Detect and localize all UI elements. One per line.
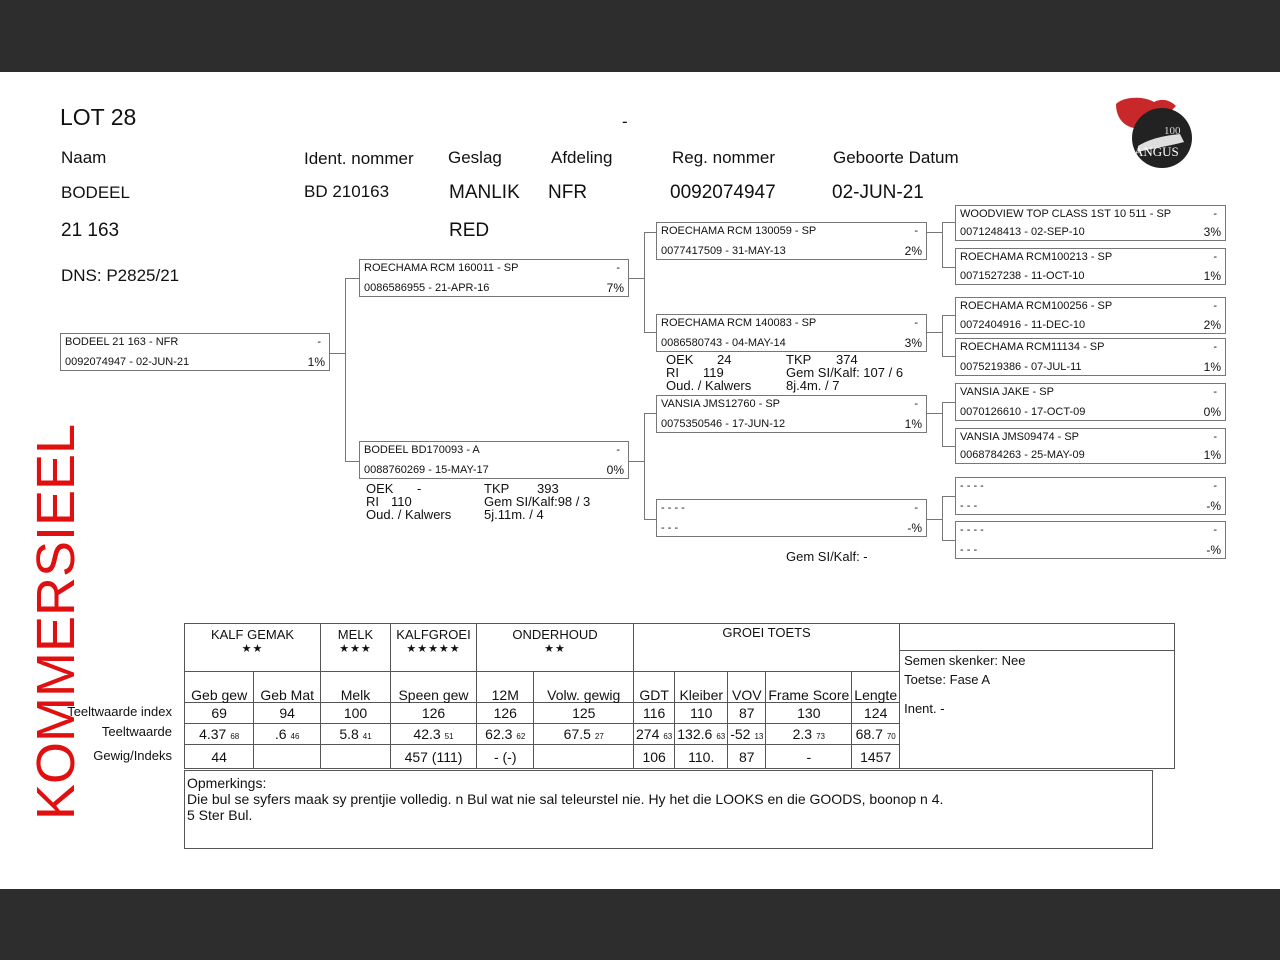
row-label-index: Teeltwaarde index [67,704,172,719]
dam-dash: - [616,444,620,456]
dam-gem: Gem SI/Kalf:98 / 3 [484,494,591,509]
dam-ri-label: RI [366,494,379,509]
sd-id: 0086580743 - 04-MAY-14 [661,337,786,349]
ebv-index-cell: 94 [254,703,321,724]
connector [644,413,656,414]
sd-pct: 3% [904,336,922,350]
ss-pct: 2% [904,244,922,258]
sd-ri-value: 119 [703,365,724,380]
inoculation: Inent. - [904,701,945,716]
ebv-col-header: Kleiber [675,672,728,703]
sd-oek-label: OEK [666,352,694,367]
connector [345,278,360,279]
value-reg: 0092074947 [670,182,776,203]
commercial-side-label: KOMMERSIEEL [26,423,86,821]
connector [644,232,656,233]
pedigree-ddd [955,521,1226,559]
connector [329,353,345,354]
catalogue-page [0,72,1280,889]
ebv-index-cell: 116 [634,703,675,724]
group-groei-toets-label: GROEI TOETS [722,625,811,640]
label-geboorte: Geboorte Datum [833,148,959,167]
ebv-tw-accuracy: 51 [444,732,454,741]
sdd-name: ROECHAMA RCM11134 - SP [960,341,1105,353]
ebv-tw-value: -52 [730,726,751,742]
connector [942,267,956,268]
group-melk-label: MELK [337,627,374,642]
connector [942,315,956,316]
sd-oud-label: Oud. / Kalwers [666,378,752,393]
sire-dash: - [616,262,620,274]
ebv-tw-accuracy: 27 [594,732,604,741]
ebv-gewig-cell: 106 [634,745,675,769]
ebv-tw-value: 2.3 [792,726,813,742]
ebv-gewig-cell: 44 [185,745,254,769]
connector [942,496,943,541]
ddd-name: - - - - [960,524,984,536]
connector [644,413,645,520]
sd-tkp-label: TKP [786,352,812,367]
dam-pct: 0% [606,463,624,477]
ebv-index-cell: 126 [391,703,477,724]
ds-name: VANSIA JMS12760 - SP [661,398,781,410]
label-reg: Reg. nommer [672,148,775,167]
connector [942,402,956,403]
ebv-tw-cell [185,724,254,745]
ssd-pct: 1% [1203,269,1221,283]
ebv-gewig-cell [321,745,391,769]
test-phase: Toetse: Fase A [904,672,991,687]
ebv-gewig-cell: - (-) [477,745,534,769]
dds-id: - - - [960,500,978,512]
connector [644,232,645,333]
info-spacer [900,624,1174,651]
pedigree-sdd [955,338,1226,376]
ebv-tw-cell [321,724,391,745]
ds-id: 0075350546 - 17-JUN-12 [661,418,786,430]
ebv-gewig-cell: - [766,745,852,769]
ebv-index-cell: 100 [321,703,391,724]
ebv-tw-accuracy: 46 [290,732,300,741]
dam-tkp-value: 393 [537,481,559,496]
ebv-col-header: 12M [477,672,534,703]
sd-dash: - [914,317,918,329]
pedigree-sire-dam [656,314,927,352]
bottom-dark-band [0,889,1280,960]
sd-oek-value: 24 [717,352,732,367]
sss-id: 0071248413 - 02-SEP-10 [960,226,1085,238]
dns-number: DNS: P2825/21 [61,266,180,285]
group-onderhoud-stars: ★★ [544,643,566,655]
ds-dash: - [914,398,918,410]
dd-dash: - [914,502,918,514]
ssd-id: 0071527238 - 11-OCT-10 [960,270,1085,282]
angus-logo [1114,96,1194,172]
group-groei-toets [634,624,900,672]
group-kalfgroei-label: KALFGROEI [396,627,471,642]
connector [644,332,656,333]
ebv-tw-value: 274 [636,726,660,742]
ebv-tw-accuracy: 63 [663,732,673,741]
connector [926,232,942,233]
connector [628,461,644,462]
dam-oek-label: OEK [366,481,394,496]
connector [942,540,956,541]
group-onderhoud [477,624,634,672]
ebv-tw-accuracy: 70 [886,732,896,741]
group-kalf-gemak-stars: ★★ [241,643,264,655]
ebv-gewig-cell [254,745,321,769]
dsd-id: 0068784263 - 25-MAY-09 [960,449,1085,461]
dd-id: - - - [661,522,679,534]
sss-dash: - [1213,208,1217,220]
dam-tkp-label: TKP [484,481,510,496]
sire-pct: 7% [606,281,624,295]
sds-id: 0072404916 - 11-DEC-10 [960,319,1086,331]
ebv-tw-cell [477,724,534,745]
ebv-tw-value: 4.37 [199,726,227,742]
connector [942,402,943,447]
ebv-tw-accuracy: 73 [816,732,825,741]
connector [345,461,360,462]
ddd-dash: - [1213,524,1217,536]
ebv-tw-cell [534,724,634,745]
remarks-line-1: Die bul se syfers maak sy prentjie volledig. n Bul wat nie sal teleurstel nie. Hy het die LOOKS en die GOODS, boonop n 4. [187,791,944,807]
ebv-index-cell: 110 [675,703,728,724]
ss-name: ROECHAMA RCM 130059 - SP [661,225,817,237]
logo-text: ANGUS [1134,144,1179,159]
ebv-index-cell: 124 [852,703,900,724]
ebv-gewig-cell: 1457 [852,745,900,769]
value-kleur: RED [449,220,490,241]
ebv-table [184,623,1175,769]
sd-gem: Gem SI/Kalf: 107 / 6 [786,365,904,380]
sd-oud-value: 8j.4m. / 7 [786,378,840,393]
ebv-col-header: Frame Score [766,672,852,703]
ss-id: 0077417509 - 31-MAY-13 [661,245,786,257]
dds-dash: - [1213,480,1217,492]
dss-id: 0070126610 - 17-OCT-09 [960,406,1086,418]
ebv-index-cell: 125 [534,703,634,724]
dam-id: 0088760269 - 15-MAY-17 [364,464,489,476]
group-onderhoud-label: ONDERHOUD [512,627,598,642]
dsd-pct: 1% [1203,448,1221,462]
animal-pct: 1% [307,355,325,369]
sds-dash: - [1213,300,1217,312]
pedigree-dam-sire [656,395,927,433]
dds-pct: -% [1206,499,1221,513]
sdd-dash: - [1213,341,1217,353]
connector [628,278,644,279]
ebv-col-header: Geb gew [185,672,254,703]
label-ident: Ident. nommer [304,149,414,168]
ebv-tw-accuracy: 41 [362,732,372,741]
sdd-pct: 1% [1203,360,1221,374]
row-label-tw: Teeltwaarde [101,724,172,739]
connector [942,496,956,497]
dd-gem: Gem SI/Kalf: - [786,549,868,564]
ebv-tw-value: 62.3 [485,726,513,742]
pedigree-dss [955,383,1226,421]
value-naam: BODEEL [61,183,130,202]
value-ident: BD 210163 [304,182,390,201]
lot-dash: - [622,112,628,131]
connector [926,332,942,333]
ebv-tw-value: 67.5 [563,726,591,742]
sire-id: 0086586955 - 21-APR-16 [364,282,490,294]
ebv-tw-cell [766,724,852,745]
dsd-name: VANSIA JMS09474 - SP [960,431,1080,443]
info-cell [900,624,1175,769]
ebv-tw-accuracy: 13 [754,732,764,741]
ebv-tw-cell [391,724,477,745]
animal-name: BODEEL 21 163 - NFR [65,336,179,348]
semen-donor: Semen skenker: Nee [904,653,1026,668]
ddd-id: - - - [960,544,978,556]
sd-ri-label: RI [666,365,679,380]
ebv-index-cell: 69 [185,703,254,724]
ss-dash: - [914,225,918,237]
group-kalf-gemak-label: KALF GEMAK [210,627,295,642]
dam-oek-value: - [417,481,422,496]
ebv-col-header: Lengte [852,672,900,703]
pedigree-sire-sire [656,222,927,260]
label-geslag: Geslag [448,148,502,167]
sds-pct: 2% [1203,318,1221,332]
value-naam-2: 21 163 [61,220,120,241]
ebv-col-header: Volw. gewig [534,672,634,703]
dam-ri-value: 110 [391,494,412,509]
sdd-id: 0075219386 - 07-JUL-11 [960,361,1082,373]
ebv-gewig-cell [534,745,634,769]
ebv-gewig-cell: 87 [728,745,766,769]
ebv-tw-accuracy: 62 [516,732,526,741]
dam-oud-value: 5j.11m. / 4 [484,507,544,522]
row-label-gewig: Gewig/Indeks [93,748,172,763]
remarks-line-2: 5 Ster Bul. [187,807,253,823]
remarks-box [184,770,1153,849]
dd-pct: -% [907,521,922,535]
value-geboorte: 02-JUN-21 [832,182,924,203]
pedigree-ssd [955,248,1226,285]
ebv-tw-cell [852,724,900,745]
value-geslag: MANLIK [449,182,520,203]
dss-name: VANSIA JAKE - SP [960,386,1054,398]
ebv-tw-value: 42.3 [413,726,441,742]
connector [942,315,943,357]
pedigree-dam [359,441,629,479]
connector [942,356,956,357]
ebv-gewig-cell: 457 (111) [391,745,477,769]
pedigree-sds [955,297,1226,334]
lot-number: LOT 28 [60,104,137,130]
ebv-col-header: GDT [634,672,675,703]
pedigree-dsd [955,428,1226,464]
animal-dash: - [317,336,321,348]
ssd-name: ROECHAMA RCM100213 - SP [960,251,1113,263]
sss-pct: 3% [1203,225,1221,239]
dss-pct: 0% [1203,405,1221,419]
pedigree-sire [359,259,629,297]
dam-name: BODEEL BD170093 - A [364,444,480,456]
connector [942,222,943,268]
ssd-dash: - [1213,251,1217,263]
ebv-tw-value: 5.8 [339,726,359,742]
sire-name: ROECHAMA RCM 160011 - SP [364,262,519,274]
ebv-tw-value: 68.7 [855,726,883,742]
connector [942,222,956,223]
ebv-col-header: Speen gew [391,672,477,703]
ebv-tw-accuracy: 68 [230,732,240,741]
animal-id: 0092074947 - 02-JUN-21 [65,356,190,368]
ebv-tw-accuracy: 63 [716,732,726,741]
connector [345,278,346,462]
top-dark-band [0,0,1280,72]
pedigree-animal [60,333,330,371]
group-melk [321,624,391,672]
ebv-index-cell: 126 [477,703,534,724]
ebv-col-header: VOV [728,672,766,703]
sd-tkp-value: 374 [836,352,858,367]
ebv-tw-cell [675,724,728,745]
connector [926,519,942,520]
ebv-tw-cell [728,724,766,745]
group-kalfgroei-stars: ★★★★★ [406,643,461,655]
ddd-pct: -% [1206,543,1221,557]
sds-name: ROECHAMA RCM100256 - SP [960,300,1113,312]
ebv-tw-cell [634,724,675,745]
ebv-index-cell: 87 [728,703,766,724]
ebv-index-cell: 130 [766,703,852,724]
remarks-title: Opmerkings: [187,775,267,791]
dsd-dash: - [1213,431,1217,443]
ebv-tw-value: 132.6 [677,726,713,742]
value-afdeling: NFR [548,182,588,203]
dam-oud-label: Oud. / Kalwers [366,507,452,522]
dd-name: - - - - [661,502,685,514]
pedigree-dds [955,477,1226,515]
sd-name: ROECHAMA RCM 140083 - SP [661,317,817,329]
group-melk-stars: ★★★ [339,643,372,655]
ebv-col-header: Geb Mat [254,672,321,703]
connector [644,519,656,520]
ebv-col-header: Melk [321,672,391,703]
pedigree-sss [955,205,1226,241]
sss-name: WOODVIEW TOP CLASS 1ST 10 511 - SP [960,208,1172,220]
logo-years: 100 [1164,125,1181,137]
label-afdeling: Afdeling [551,148,613,167]
pedigree-dam-dam [656,499,927,537]
dds-name: - - - - [960,480,984,492]
connector [942,446,956,447]
label-naam: Naam [61,148,107,167]
dss-dash: - [1213,386,1217,398]
ebv-gewig-cell: 110. [675,745,728,769]
ebv-tw-value: .6 [274,726,287,742]
ebv-tw-cell [254,724,321,745]
connector [926,413,942,414]
ds-pct: 1% [904,417,922,431]
group-kalfgroei [391,624,477,672]
group-kalf-gemak [185,624,321,672]
